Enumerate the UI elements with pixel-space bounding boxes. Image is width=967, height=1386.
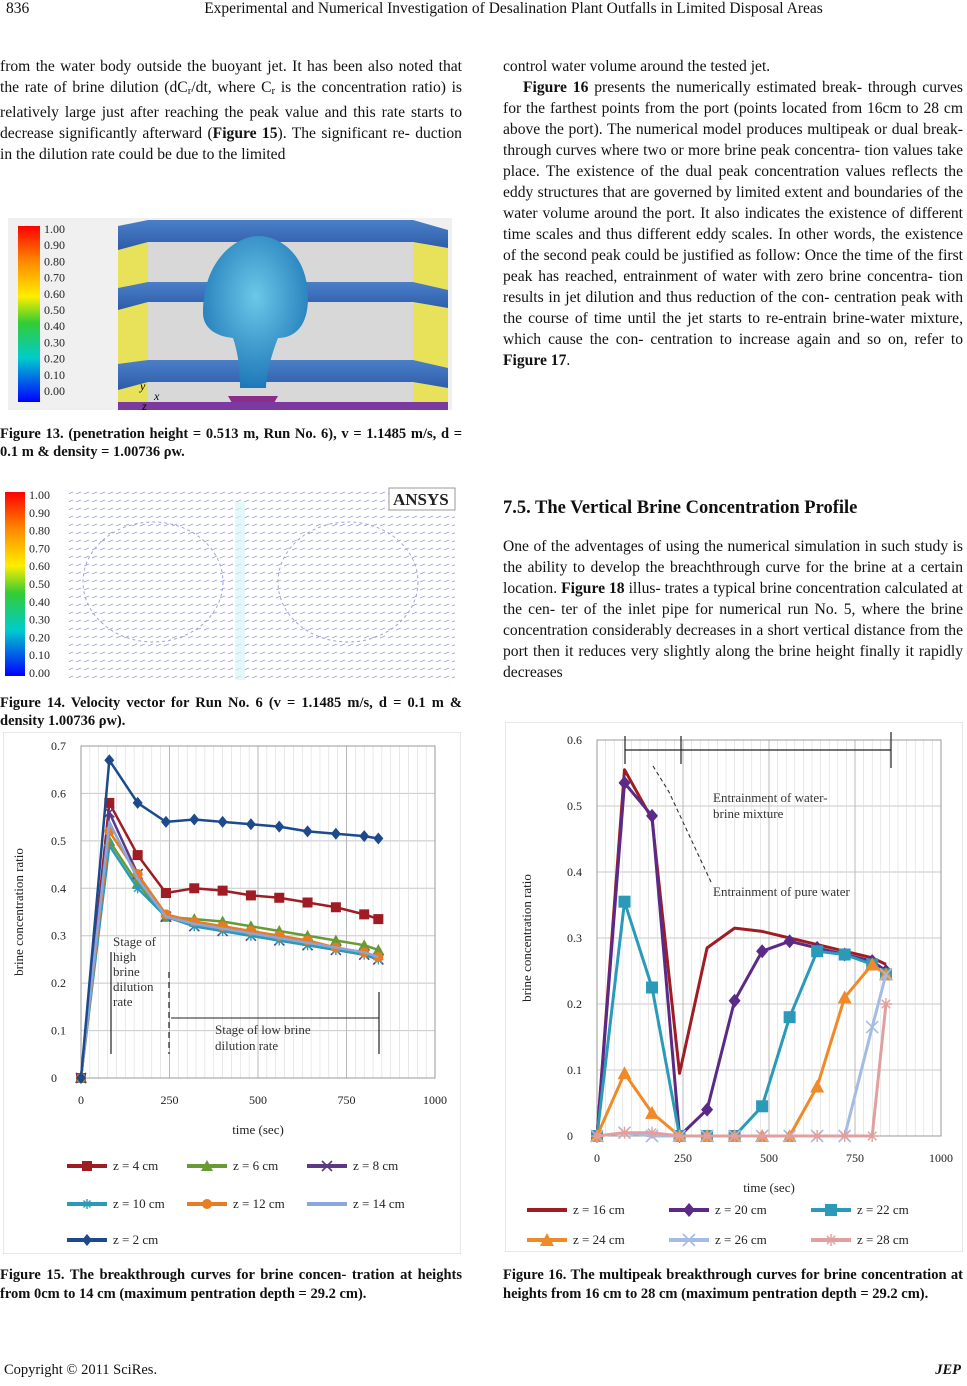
data-point — [373, 914, 383, 924]
x-axis-title: time (sec) — [232, 1122, 284, 1137]
annotation-high-dilution: high — [113, 949, 137, 964]
ansys-logo: ANSYS — [393, 490, 449, 509]
fig13-scale-label: 0.80 — [44, 254, 65, 269]
y-tick-label: 0.1 — [51, 1023, 66, 1038]
x-tick-label: 750 — [846, 1151, 864, 1165]
running-title: Experimental and Numerical Investigation of Desalination Plant Outfalls in Limited Disposal Areas — [204, 0, 823, 17]
annotation-high-dilution: dilution — [113, 979, 154, 994]
data-point — [811, 1130, 823, 1142]
fig14-scale-label: 0.40 — [29, 594, 50, 609]
data-point — [825, 1234, 837, 1246]
annotation-mixture: Entrainment of water- — [713, 790, 828, 805]
data-point — [161, 888, 171, 898]
x-tick-label: 0 — [78, 1093, 84, 1107]
x-tick-label: 250 — [160, 1093, 179, 1107]
figure-15-ref: Figure 15 — [212, 125, 278, 142]
y-tick-label: 0.6 — [567, 733, 582, 747]
annotation-mixture: brine mixture — [713, 806, 784, 821]
legend-label: z = 24 cm — [573, 1232, 625, 1247]
fig14-scale-label: 1.00 — [29, 488, 50, 502]
data-point — [82, 1199, 92, 1209]
svg-text:z: z — [142, 399, 147, 410]
data-point — [784, 1011, 796, 1023]
y-tick-label: 0.6 — [51, 786, 66, 801]
annotation-high-dilution: rate — [113, 994, 133, 1009]
fig13-scale-label: 0.40 — [44, 319, 65, 334]
data-point — [591, 1130, 603, 1142]
data-point — [825, 1204, 837, 1216]
legend-label: z = 16 cm — [573, 1202, 625, 1217]
figure-14-caption: Figure 14. Velocity vector for Run No. 6 (v = 1.1485 m/s, d = 0.1 m & density 1.00736 ρw). — [0, 695, 462, 729]
svg-text:x: x — [154, 389, 160, 403]
figure-13 — [8, 218, 452, 410]
data-point — [133, 850, 143, 860]
fig13-scale-label: 0.20 — [44, 351, 65, 366]
fig14-colorbar — [5, 492, 25, 676]
figure-15-chart — [3, 732, 461, 1254]
data-point — [839, 1130, 851, 1142]
annotation-pure-water: Entrainment of pure water — [713, 884, 850, 899]
data-point — [303, 898, 313, 908]
figure-16-chart — [505, 722, 963, 1252]
y-tick-label: 0.5 — [567, 799, 582, 813]
fig13-scale-label: 1.00 — [44, 222, 65, 236]
y-tick-label: 0.1 — [567, 1063, 582, 1077]
fig13-scale-label: 0.70 — [44, 270, 65, 285]
x-tick-label: 750 — [337, 1093, 356, 1107]
fig13-scale-label: 0.60 — [44, 286, 65, 301]
annotation-high-dilution: brine — [113, 964, 140, 979]
running-header — [0, 0, 967, 24]
data-point — [82, 1161, 92, 1171]
figure-16-ref: Figure 16 — [523, 79, 589, 96]
y-axis-title: brine concentration ratio — [11, 848, 26, 976]
data-point — [202, 1199, 212, 1209]
journal-name: JEP — [935, 1362, 961, 1378]
x-tick-label: 500 — [249, 1093, 267, 1107]
annotation-low-dilution: dilution rate — [215, 1038, 279, 1053]
legend-label: z = 14 cm — [353, 1196, 405, 1211]
y-tick-label: 0.2 — [567, 997, 582, 1011]
figure-13-caption: Figure 13. (penetration height = 0.513 m, Run No. 6), v = 1.1485 m/s, d = 0.1 m & density = 1.00736 ρw. — [0, 426, 462, 460]
data-point — [246, 890, 256, 900]
right-paragraph-1: control water volume around the tested jet. Figure 16 presents the numerically estimated break- through curves for the farthest points from the port (points located from 16cm to 28 cm above the port). The numerical model produces multipeak or dual break- through curves where two or more brine peak concentra- tion values take place. The existence of the dual peak concentration values reflects the eddy structures that are governed by limited extent and boundaries of the water volume around the port. It also indicates the existence of different time scales and thus different eddy scales. In other words, the existence of the second peak could be justified as follow: Once the time of the first peak has reached, entrainment of water with zero brine concentra- tion results in jet dilution and thus reduction of the con- centration peak with the course of time until the jet starts to re-entrain brine-water mixture, which cause the con- centration to increase again and so on, refer to Figure 17. — [503, 58, 963, 369]
svg-text:y: y — [140, 379, 146, 393]
data-point — [189, 883, 199, 893]
y-tick-label: 0.2 — [51, 976, 66, 991]
data-point — [866, 1130, 878, 1142]
x-tick-label: 250 — [674, 1151, 692, 1165]
right-paragraph-2: One of the adventages of using the numerical simulation in such study is the ability to develop the breachthrough curve for the brine at a certain location. Figure 18 illus- trates a typical brine concentration calculated at the cen- ter of the inlet pipe for numerical run No. 5, where the brine concentration considerably decreases in a short vertical distance from the port then it reduces very slightly along the brine height finally it rapidly decreases — [503, 538, 963, 681]
data-point — [701, 1130, 713, 1142]
data-point — [274, 893, 284, 903]
data-point — [839, 949, 851, 961]
y-tick-label: 0.3 — [51, 928, 66, 943]
fig13-scale-label: 0.50 — [44, 303, 65, 317]
fig14-scale-label: 0.60 — [29, 559, 50, 574]
fig14-scale-label: 0.90 — [29, 505, 50, 520]
fig13-scale-label: 0.90 — [44, 238, 65, 253]
data-point — [646, 982, 658, 994]
fig13-scale-label: 0.30 — [44, 335, 65, 350]
fig14-scale-label: 0.30 — [29, 612, 50, 627]
y-tick-label: 0.4 — [51, 881, 66, 896]
page-number: 836 — [6, 0, 30, 17]
y-tick-label: 0.5 — [51, 833, 66, 848]
legend-label: z = 12 cm — [233, 1196, 285, 1211]
legend-label: z = 10 cm — [113, 1196, 165, 1211]
data-point — [619, 896, 631, 908]
figure-16-caption: Figure 16. The multipeak breakthrough curves for brine concentration at heights from 16 cm to 28 cm (maximum pentration depth = 29.2 cm). — [503, 1267, 963, 1302]
figure-15-caption: Figure 15. The breakthrough curves for brine concen- tration at heights from 0cm to 14 cm (maximum pentration depth = 29.2 cm). — [0, 1267, 462, 1302]
fig13-colorbar — [18, 226, 40, 402]
legend-item — [811, 1202, 909, 1217]
x-axis-title: time (sec) — [743, 1180, 795, 1195]
legend-label: z = 26 cm — [715, 1232, 767, 1247]
data-point — [359, 909, 369, 919]
fig13-scale-label: 0.00 — [44, 384, 65, 398]
data-point — [811, 945, 823, 957]
data-point — [784, 1130, 796, 1142]
x-tick-label: 1000 — [929, 1151, 953, 1165]
x-tick-label: 500 — [760, 1151, 778, 1165]
legend-label: z = 4 cm — [113, 1158, 159, 1173]
data-point — [218, 886, 228, 896]
y-tick-label: 0 — [51, 1071, 57, 1085]
fig14-scale-label: 0.20 — [29, 630, 50, 645]
fig14-scale-label: 0.80 — [29, 523, 50, 538]
data-point — [756, 1100, 768, 1112]
fig14-scale-label: 0.50 — [29, 577, 50, 591]
legend-label: z = 2 cm — [113, 1232, 159, 1247]
data-point — [729, 1130, 741, 1142]
figure-14 — [3, 482, 459, 682]
fig13-scale-label: 0.10 — [44, 367, 65, 382]
fig14-scale-label: 0.10 — [29, 648, 50, 663]
legend-label: z = 20 cm — [715, 1202, 767, 1217]
fig14-scale-label: 0.00 — [29, 666, 50, 680]
left-paragraph: from the water body outside the buoyant jet. It has been also noted that the rate of brine dilution (dCr/dt, where Cr is the concentration ratio) is relatively large just after reaching the peak value and this rate starts to decrease significantly afterward (Figure 15). The significant re- duction in the dilution rate could be due to the limited — [0, 58, 463, 163]
x-tick-label: 1000 — [423, 1093, 447, 1107]
figure-17-ref: Figure 17 — [503, 352, 567, 369]
y-tick-label: 0.3 — [567, 931, 582, 945]
annotation-low-dilution: Stage of low brine — [215, 1022, 311, 1037]
copyright: Copyright © 2011 SciRes. — [4, 1362, 158, 1378]
fig14-scale-label: 0.70 — [29, 541, 50, 556]
data-point — [756, 1130, 768, 1142]
annotation-high-dilution: Stage of — [113, 934, 156, 949]
data-point — [674, 1130, 686, 1142]
legend-label: z = 22 cm — [857, 1202, 909, 1217]
y-tick-label: 0.7 — [51, 739, 66, 753]
data-point — [331, 902, 341, 912]
legend-label: z = 8 cm — [353, 1158, 399, 1173]
section-heading: 7.5. The Vertical Brine Concentration Profile — [503, 498, 858, 518]
legend-label: z = 28 cm — [857, 1232, 909, 1247]
chart-frame — [3, 732, 461, 1254]
y-tick-label: 0 — [567, 1129, 573, 1143]
legend-item — [669, 1232, 767, 1247]
figure-18-ref: Figure 18 — [561, 580, 625, 597]
y-axis-title: brine concentration ratio — [519, 874, 534, 1002]
x-tick-label: 0 — [594, 1151, 600, 1165]
y-tick-label: 0.4 — [567, 865, 582, 879]
legend-label: z = 6 cm — [233, 1158, 279, 1173]
